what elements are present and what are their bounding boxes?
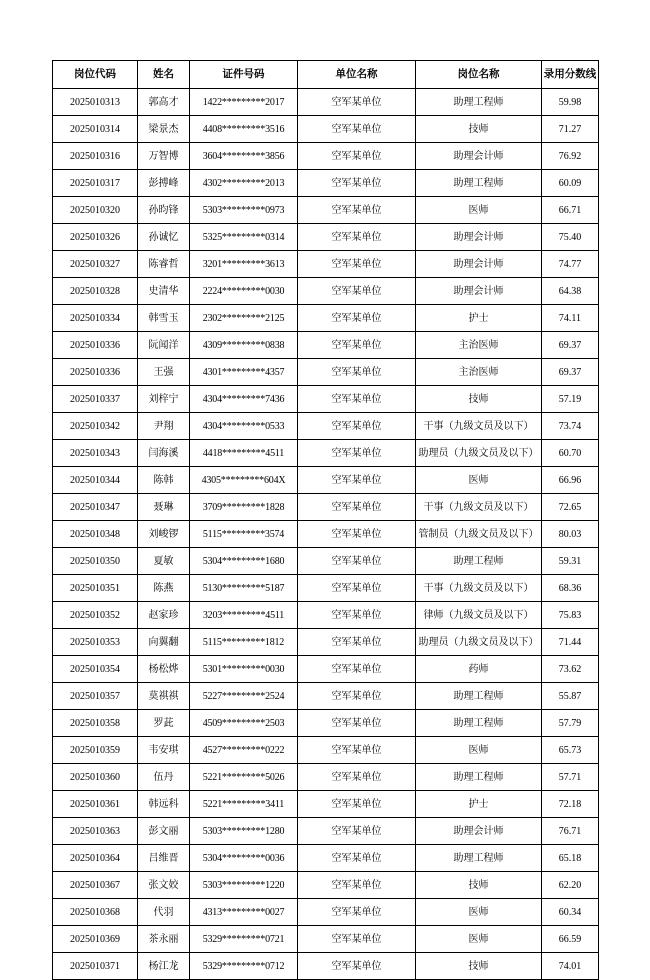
recruitment-score-table bbox=[52, 60, 599, 980]
cell-id-number: 5130*********5187 bbox=[190, 575, 298, 602]
cell-id-number: 5304*********1680 bbox=[190, 548, 298, 575]
table-row bbox=[53, 359, 599, 386]
cell-unit-name: 空军某单位 bbox=[298, 359, 416, 386]
cell-score-line: 71.27 bbox=[542, 116, 599, 143]
table-row bbox=[53, 629, 599, 656]
cell-score-line: 73.74 bbox=[542, 413, 599, 440]
cell-post-name: 管制员（九级文员及以下） bbox=[416, 521, 542, 548]
cell-score-line: 74.11 bbox=[542, 305, 599, 332]
cell-id-number: 3201*********3613 bbox=[190, 251, 298, 278]
cell-name: 张文姣 bbox=[138, 872, 190, 899]
cell-unit-name: 空军某单位 bbox=[298, 548, 416, 575]
cell-post-code: 2025010342 bbox=[53, 413, 138, 440]
cell-score-line: 66.59 bbox=[542, 926, 599, 953]
cell-score-line: 71.44 bbox=[542, 629, 599, 656]
table-row bbox=[53, 278, 599, 305]
cell-name: 刘梓宁 bbox=[138, 386, 190, 413]
cell-name: 尹翔 bbox=[138, 413, 190, 440]
cell-unit-name: 空军某单位 bbox=[298, 737, 416, 764]
cell-unit-name: 空军某单位 bbox=[298, 116, 416, 143]
cell-name: 彭文丽 bbox=[138, 818, 190, 845]
cell-score-line: 68.36 bbox=[542, 575, 599, 602]
cell-name: 代羽 bbox=[138, 899, 190, 926]
cell-score-line: 57.19 bbox=[542, 386, 599, 413]
cell-name: 杨松烨 bbox=[138, 656, 190, 683]
table-header-row bbox=[53, 61, 599, 89]
cell-post-name: 护士 bbox=[416, 305, 542, 332]
cell-post-code: 2025010314 bbox=[53, 116, 138, 143]
cell-unit-name: 空军某单位 bbox=[298, 278, 416, 305]
cell-id-number: 2302*********2125 bbox=[190, 305, 298, 332]
cell-score-line: 60.70 bbox=[542, 440, 599, 467]
cell-id-number: 4509*********2503 bbox=[190, 710, 298, 737]
cell-name: 梁景杰 bbox=[138, 116, 190, 143]
cell-unit-name: 空军某单位 bbox=[298, 305, 416, 332]
cell-id-number: 5304*********0036 bbox=[190, 845, 298, 872]
table-body bbox=[53, 89, 599, 980]
table-row bbox=[53, 926, 599, 953]
cell-post-code: 2025010328 bbox=[53, 278, 138, 305]
table-row bbox=[53, 899, 599, 926]
table-row bbox=[53, 683, 599, 710]
cell-name: 吕维晋 bbox=[138, 845, 190, 872]
cell-post-name: 助理工程师 bbox=[416, 89, 542, 116]
cell-unit-name: 空军某单位 bbox=[298, 818, 416, 845]
table-row bbox=[53, 953, 599, 980]
cell-unit-name: 空军某单位 bbox=[298, 494, 416, 521]
cell-post-code: 2025010363 bbox=[53, 818, 138, 845]
cell-post-name: 医师 bbox=[416, 926, 542, 953]
cell-unit-name: 空军某单位 bbox=[298, 764, 416, 791]
cell-score-line: 76.71 bbox=[542, 818, 599, 845]
cell-name: 韦安琪 bbox=[138, 737, 190, 764]
cell-id-number: 4305*********604X bbox=[190, 467, 298, 494]
table-row bbox=[53, 413, 599, 440]
cell-name: 郭高才 bbox=[138, 89, 190, 116]
table-row bbox=[53, 548, 599, 575]
cell-id-number: 5221*********3411 bbox=[190, 791, 298, 818]
cell-id-number: 5221*********5026 bbox=[190, 764, 298, 791]
cell-unit-name: 空军某单位 bbox=[298, 413, 416, 440]
column-header-post-code: 岗位代码 bbox=[53, 61, 138, 89]
cell-post-name: 助理工程师 bbox=[416, 683, 542, 710]
cell-post-name: 助理员（九级文员及以下） bbox=[416, 440, 542, 467]
table-row bbox=[53, 845, 599, 872]
cell-post-name: 技师 bbox=[416, 953, 542, 980]
cell-score-line: 72.65 bbox=[542, 494, 599, 521]
cell-post-name: 护士 bbox=[416, 791, 542, 818]
cell-id-number: 5303*********1220 bbox=[190, 872, 298, 899]
table-row bbox=[53, 521, 599, 548]
cell-score-line: 75.83 bbox=[542, 602, 599, 629]
cell-post-code: 2025010371 bbox=[53, 953, 138, 980]
column-header-name: 姓名 bbox=[138, 61, 190, 89]
cell-post-name: 助理会计师 bbox=[416, 278, 542, 305]
table-row bbox=[53, 143, 599, 170]
cell-score-line: 57.79 bbox=[542, 710, 599, 737]
cell-unit-name: 空军某单位 bbox=[298, 89, 416, 116]
cell-score-line: 72.18 bbox=[542, 791, 599, 818]
cell-post-name: 助理员（九级文员及以下） bbox=[416, 629, 542, 656]
cell-post-name: 助理会计师 bbox=[416, 143, 542, 170]
cell-id-number: 4301*********4357 bbox=[190, 359, 298, 386]
cell-name: 阮闻洋 bbox=[138, 332, 190, 359]
cell-name: 莫祺祺 bbox=[138, 683, 190, 710]
cell-unit-name: 空军某单位 bbox=[298, 872, 416, 899]
table-row bbox=[53, 467, 599, 494]
cell-unit-name: 空军某单位 bbox=[298, 656, 416, 683]
cell-score-line: 64.38 bbox=[542, 278, 599, 305]
table-row bbox=[53, 818, 599, 845]
cell-post-name: 技师 bbox=[416, 872, 542, 899]
table-row bbox=[53, 656, 599, 683]
cell-name: 彭搏峰 bbox=[138, 170, 190, 197]
cell-score-line: 66.71 bbox=[542, 197, 599, 224]
cell-score-line: 66.96 bbox=[542, 467, 599, 494]
cell-post-code: 2025010316 bbox=[53, 143, 138, 170]
cell-unit-name: 空军某单位 bbox=[298, 521, 416, 548]
cell-post-code: 2025010369 bbox=[53, 926, 138, 953]
cell-score-line: 69.37 bbox=[542, 332, 599, 359]
cell-unit-name: 空军某单位 bbox=[298, 467, 416, 494]
table-row bbox=[53, 116, 599, 143]
cell-unit-name: 空军某单位 bbox=[298, 629, 416, 656]
cell-name: 刘峻锣 bbox=[138, 521, 190, 548]
cell-id-number: 3709*********1828 bbox=[190, 494, 298, 521]
cell-post-name: 医师 bbox=[416, 737, 542, 764]
cell-name: 茶永丽 bbox=[138, 926, 190, 953]
table-row bbox=[53, 170, 599, 197]
cell-post-name: 助理会计师 bbox=[416, 224, 542, 251]
cell-post-code: 2025010364 bbox=[53, 845, 138, 872]
cell-name: 伍丹 bbox=[138, 764, 190, 791]
cell-post-code: 2025010359 bbox=[53, 737, 138, 764]
cell-post-name: 助理工程师 bbox=[416, 764, 542, 791]
cell-post-code: 2025010317 bbox=[53, 170, 138, 197]
cell-unit-name: 空军某单位 bbox=[298, 197, 416, 224]
cell-post-name: 技师 bbox=[416, 116, 542, 143]
cell-id-number: 5227*********2524 bbox=[190, 683, 298, 710]
cell-score-line: 69.37 bbox=[542, 359, 599, 386]
cell-name: 史清华 bbox=[138, 278, 190, 305]
cell-post-code: 2025010344 bbox=[53, 467, 138, 494]
cell-score-line: 60.09 bbox=[542, 170, 599, 197]
cell-unit-name: 空军某单位 bbox=[298, 953, 416, 980]
column-header-score-line: 录用分数线 bbox=[542, 61, 599, 89]
cell-post-code: 2025010334 bbox=[53, 305, 138, 332]
table-row bbox=[53, 602, 599, 629]
cell-post-name: 助理会计师 bbox=[416, 818, 542, 845]
table-row bbox=[53, 764, 599, 791]
cell-id-number: 4408*********3516 bbox=[190, 116, 298, 143]
cell-name: 孙昀锋 bbox=[138, 197, 190, 224]
cell-score-line: 65.18 bbox=[542, 845, 599, 872]
cell-score-line: 80.03 bbox=[542, 521, 599, 548]
table-row bbox=[53, 791, 599, 818]
cell-unit-name: 空军某单位 bbox=[298, 386, 416, 413]
cell-name: 万智博 bbox=[138, 143, 190, 170]
cell-unit-name: 空军某单位 bbox=[298, 143, 416, 170]
cell-post-name: 助理工程师 bbox=[416, 170, 542, 197]
cell-post-code: 2025010354 bbox=[53, 656, 138, 683]
cell-post-name: 技师 bbox=[416, 386, 542, 413]
cell-name: 杨江龙 bbox=[138, 953, 190, 980]
cell-name: 陈睿哲 bbox=[138, 251, 190, 278]
cell-name: 王强 bbox=[138, 359, 190, 386]
cell-unit-name: 空军某单位 bbox=[298, 170, 416, 197]
cell-score-line: 57.71 bbox=[542, 764, 599, 791]
cell-id-number: 2224*********0030 bbox=[190, 278, 298, 305]
cell-unit-name: 空军某单位 bbox=[298, 575, 416, 602]
table-row bbox=[53, 332, 599, 359]
cell-post-name: 医师 bbox=[416, 197, 542, 224]
cell-post-code: 2025010357 bbox=[53, 683, 138, 710]
cell-id-number: 1422*********2017 bbox=[190, 89, 298, 116]
cell-post-code: 2025010343 bbox=[53, 440, 138, 467]
cell-id-number: 5303*********1280 bbox=[190, 818, 298, 845]
table-row bbox=[53, 251, 599, 278]
cell-unit-name: 空军某单位 bbox=[298, 926, 416, 953]
cell-post-name: 助理工程师 bbox=[416, 710, 542, 737]
cell-post-name: 干事（九级文员及以下） bbox=[416, 413, 542, 440]
cell-name: 罗茈 bbox=[138, 710, 190, 737]
cell-id-number: 5115*********1812 bbox=[190, 629, 298, 656]
cell-unit-name: 空军某单位 bbox=[298, 224, 416, 251]
cell-name: 聂琳 bbox=[138, 494, 190, 521]
cell-unit-name: 空军某单位 bbox=[298, 602, 416, 629]
cell-unit-name: 空军某单位 bbox=[298, 332, 416, 359]
cell-id-number: 4304*********0533 bbox=[190, 413, 298, 440]
cell-id-number: 4309*********0838 bbox=[190, 332, 298, 359]
cell-id-number: 5325*********0314 bbox=[190, 224, 298, 251]
cell-post-code: 2025010352 bbox=[53, 602, 138, 629]
cell-name: 陈燕 bbox=[138, 575, 190, 602]
cell-post-name: 医师 bbox=[416, 467, 542, 494]
cell-score-line: 59.31 bbox=[542, 548, 599, 575]
table-row bbox=[53, 197, 599, 224]
cell-unit-name: 空军某单位 bbox=[298, 710, 416, 737]
cell-id-number: 5301*********0030 bbox=[190, 656, 298, 683]
cell-post-name: 主治医师 bbox=[416, 332, 542, 359]
cell-name: 赵家珍 bbox=[138, 602, 190, 629]
column-header-post-name: 岗位名称 bbox=[416, 61, 542, 89]
table-row bbox=[53, 305, 599, 332]
cell-name: 夏敏 bbox=[138, 548, 190, 575]
table-row bbox=[53, 440, 599, 467]
cell-id-number: 4304*********7436 bbox=[190, 386, 298, 413]
column-header-id-number: 证件号码 bbox=[190, 61, 298, 89]
cell-name: 陈韩 bbox=[138, 467, 190, 494]
table-row bbox=[53, 737, 599, 764]
cell-post-code: 2025010360 bbox=[53, 764, 138, 791]
cell-post-code: 2025010348 bbox=[53, 521, 138, 548]
cell-post-name: 医师 bbox=[416, 899, 542, 926]
cell-name: 韩雪玉 bbox=[138, 305, 190, 332]
cell-post-code: 2025010347 bbox=[53, 494, 138, 521]
cell-id-number: 4302*********2013 bbox=[190, 170, 298, 197]
cell-post-code: 2025010326 bbox=[53, 224, 138, 251]
table-row bbox=[53, 872, 599, 899]
cell-post-code: 2025010337 bbox=[53, 386, 138, 413]
cell-post-code: 2025010353 bbox=[53, 629, 138, 656]
cell-id-number: 5329*********0721 bbox=[190, 926, 298, 953]
cell-post-code: 2025010358 bbox=[53, 710, 138, 737]
cell-post-name: 律师（九级文员及以下） bbox=[416, 602, 542, 629]
cell-score-line: 55.87 bbox=[542, 683, 599, 710]
cell-name: 向翼翻 bbox=[138, 629, 190, 656]
table-row bbox=[53, 575, 599, 602]
cell-score-line: 65.73 bbox=[542, 737, 599, 764]
cell-post-code: 2025010367 bbox=[53, 872, 138, 899]
cell-id-number: 4418*********4511 bbox=[190, 440, 298, 467]
cell-post-code: 2025010336 bbox=[53, 332, 138, 359]
cell-id-number: 3203*********4511 bbox=[190, 602, 298, 629]
cell-score-line: 60.34 bbox=[542, 899, 599, 926]
cell-post-name: 干事（九级文员及以下） bbox=[416, 575, 542, 602]
cell-score-line: 75.40 bbox=[542, 224, 599, 251]
cell-post-name: 助理工程师 bbox=[416, 548, 542, 575]
cell-score-line: 59.98 bbox=[542, 89, 599, 116]
cell-id-number: 5329*********0712 bbox=[190, 953, 298, 980]
cell-score-line: 76.92 bbox=[542, 143, 599, 170]
cell-unit-name: 空军某单位 bbox=[298, 683, 416, 710]
cell-score-line: 74.77 bbox=[542, 251, 599, 278]
cell-name: 闫海溪 bbox=[138, 440, 190, 467]
cell-score-line: 73.62 bbox=[542, 656, 599, 683]
cell-post-code: 2025010350 bbox=[53, 548, 138, 575]
cell-post-code: 2025010336 bbox=[53, 359, 138, 386]
cell-post-name: 助理工程师 bbox=[416, 845, 542, 872]
table-row bbox=[53, 89, 599, 116]
cell-post-code: 2025010327 bbox=[53, 251, 138, 278]
cell-post-code: 2025010313 bbox=[53, 89, 138, 116]
cell-unit-name: 空军某单位 bbox=[298, 251, 416, 278]
cell-post-name: 干事（九级文员及以下） bbox=[416, 494, 542, 521]
cell-post-name: 药师 bbox=[416, 656, 542, 683]
cell-post-code: 2025010361 bbox=[53, 791, 138, 818]
cell-unit-name: 空军某单位 bbox=[298, 899, 416, 926]
cell-id-number: 3604*********3856 bbox=[190, 143, 298, 170]
cell-score-line: 74.01 bbox=[542, 953, 599, 980]
cell-name: 孙诚忆 bbox=[138, 224, 190, 251]
table-header bbox=[53, 61, 599, 89]
cell-post-name: 助理会计师 bbox=[416, 251, 542, 278]
cell-unit-name: 空军某单位 bbox=[298, 440, 416, 467]
cell-id-number: 4527*********0222 bbox=[190, 737, 298, 764]
column-header-unit-name: 单位名称 bbox=[298, 61, 416, 89]
cell-score-line: 62.20 bbox=[542, 872, 599, 899]
cell-id-number: 5115*********3574 bbox=[190, 521, 298, 548]
table-row bbox=[53, 710, 599, 737]
cell-unit-name: 空军某单位 bbox=[298, 845, 416, 872]
table-row bbox=[53, 386, 599, 413]
cell-name: 韩远科 bbox=[138, 791, 190, 818]
cell-post-code: 2025010368 bbox=[53, 899, 138, 926]
cell-post-code: 2025010351 bbox=[53, 575, 138, 602]
table-row bbox=[53, 494, 599, 521]
cell-post-name: 主治医师 bbox=[416, 359, 542, 386]
table-row bbox=[53, 224, 599, 251]
cell-id-number: 5303*********0973 bbox=[190, 197, 298, 224]
cell-id-number: 4313*********0027 bbox=[190, 899, 298, 926]
cell-unit-name: 空军某单位 bbox=[298, 791, 416, 818]
cell-post-code: 2025010320 bbox=[53, 197, 138, 224]
